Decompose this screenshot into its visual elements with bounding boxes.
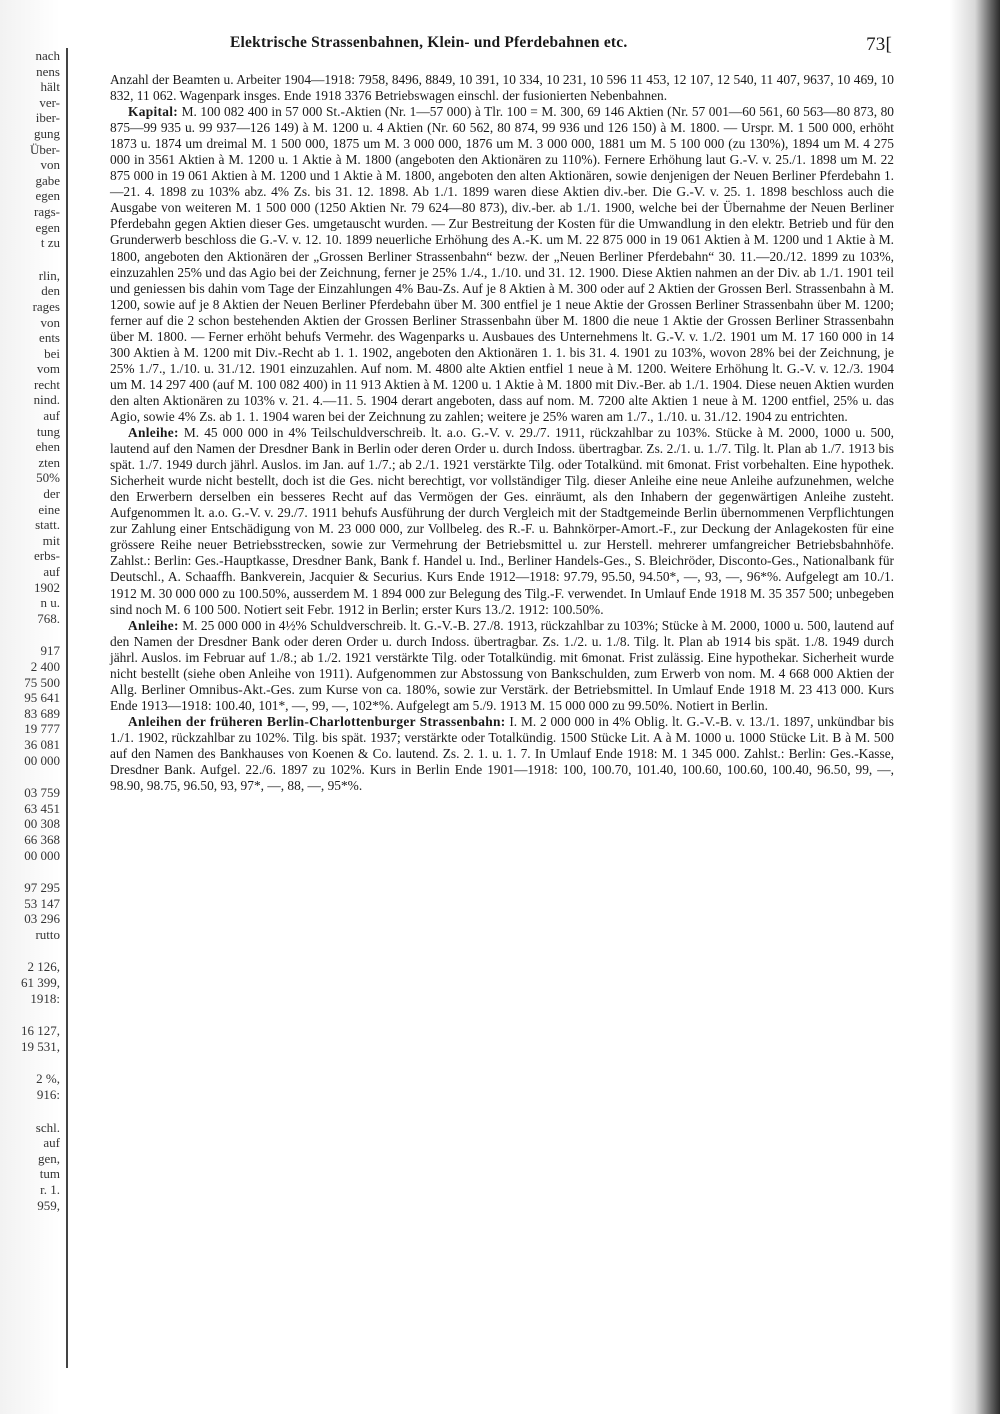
main-text-column [110,72,894,794]
margin-fragment: 63 451 [24,800,60,816]
margin-gap [0,251,64,268]
margin-fragment: ents [39,330,60,346]
margin-fragment: 19 777 [24,721,60,737]
margin-fragment: nens [36,63,60,79]
margin-fragment: zten [38,454,60,470]
section-label: Anleihe: [128,617,179,633]
margin-fragment: 50% [36,470,60,486]
margin-fragment: den [41,283,60,299]
margin-gap [0,863,64,880]
paragraph-anleihe-1913 [110,618,894,714]
page-number: 73[ [866,34,892,55]
margin-fragment: 03 759 [24,785,60,801]
paragraph-text: I. M. 2 000 000 in 4% Oblig. lt. G.-V.-B. v. 13./1. 1897, unkündbar bis 1./1. 1902, rückzahlbar zu 102%. Tilg. bis spät. 1937; verstärkte oder Totalkündig. 1500 Stücke Lit. A à M. 1000 u. 1000 Stücke Lit. B à M. 500 auf den Namen des Bankhauses von Koenen & Co. lautend. Zs. 2. 1. u. 1. 7. In Umlauf Ende 1918: M. 1 345 000. Zahlst.: Berlin: Ges.-Kasse, Dresdner Bank. Aufgel. 22./6. 1897 zu 102%. Kurs in Berlin Ende 1901—1918: 100, 100.70, 101.40, 100.60, 100.60, 100.40, 96.50, 99, —, 98.90, 98.75, 96.50, 93, 97*, —, 88, —, 95*%. [110,713,894,794]
margin-fragment: egen [35,188,60,204]
margin-gap [0,942,64,959]
margin-fragment: auf [43,1135,60,1151]
paragraph-text: Anzahl der Beamten u. Arbeiter 1904—1918: 7958, 8496, 8849, 10 391, 10 334, 10 231, 10 596 11 453, 12 107, 12 540, 11 407, 9637, 10 469, 10 832, 11 062. Wagenpark insges. Ende 1918 3376 Betriebswagen einschl. der fusionierten Nebenbahnen. [110,72,894,104]
margin-fragment: 916: [36,1087,60,1103]
margin-fragment: 959, [37,1197,60,1213]
margin-fragment: 2 126, [27,959,60,975]
paragraph-text: M. 100 082 400 in 57 000 St.-Aktien (Nr. 1—57 000) à Tlr. 100 = M. 300, 69 146 Aktien (Nr. 57 001—60 561, 60 563—80 873, 80 875—99 935 u. 99 937—126 149) à M. 1200 u. 4 Aktien (Nr. 60 562, 80 874, 99 936 und 126 150) à M. 1800. — Urspr. M. 1 500 000, erhöht 1873 u. 1874 um dreimal M. 1 500 000, 1875 um M. 3 000 000, 1876 um M. 3 000 000, 1881 um M. 5 100 000 (zu 130%), 1894 um M. 4 275 000 in 3561 Aktien à M. 1200 u. 1 Aktie à M. 1800 (angeboten den Aktionären zu 110%). Fernere Erhöhung laut G.-V. v. 25./1. 1898 um M. 22 875 000 in 19 061 Aktien à M. 1200 und 1 Aktie à M. 1800, angeboten den alten Aktionären, sowie denjenigen der Neuen Berliner Pferdebahn 1.—21. 4. 1898 zu 103% abz. 4% Zs. bis 31. 12. 1898. Ab 1./1. 1899 waren diese Aktien div.-ber. Die G.-V. v. 25. 1. 1898 beschloss auch die Ausgabe von weiteren M. 1 500 000 (1250 Aktien Nr. 79 624—80 873), div.-ber. ab 1./1. 1900, welche bei der Übernahme der Neuen Berliner Pferdebahn gegen Aktien dieser Ges. umgetauscht wurden. — Zur Bestreitung der Kosten für die Umwandlung in den elektr. Betrieb und für den Grunderwerb beschloss die G.-V. v. 12. 10. 1899 neuerliche Erhöhung des A.-K. um M. 22 875 000 in 19 061 Aktien à M. 1200 und 1 Aktie à M. 1800, angeboten den Aktionären der „Grossen Berliner Strassenbahn“ bezw. der „Neuen Berliner Pferdebahn“ 30. 11.—20./12. 1899 zu 103%, einzuzahlen 25% und das Agio bei der Zeichnung, ferner je 25% 1./4., 1./10. und 31. 12. 1900. Diese Aktien nahmen an der Div. ab 1./1. 1901 teil und geniessen bis dahin vom Tage der Einzahlungen 4% Bau-Zs. Auf je 8 Aktien à M. 300 oder auf 2 Aktien der Grossen Berl. Strassenbahn à M. 1200, sowie auf je 8 Aktien der Neuen Berliner Pferdebahn über M. 300 entfiel je 1 neue Aktie der Grossen Berliner Strassenbahn über M. 1200; ferner auf die 2 schon bestehenden Aktien der Grossen Berliner Strassenbahn über M. 1800 die neue 1 Aktie der Grossen Berliner Strassenbahn über M. 1800. — Ferner erhöht behufs Vermehr. des Wagenparks u. Ausbaues des Unternehmens lt. G.-V. v. 1./2. 1901 um M. 17 160 000 in 14 300 Aktien à M. 1200 mit Div.-Recht ab 1. 1. 1902, angeboten den Aktionären 1. 1. bis 31. 4. 1901 zu 103%, wovon 28% bei der Zeichnung, je 25% 1./7., 1./10. u. 31./12. 1901 einzuzahlen. Auf nom. M. 4800 alte Aktien entfiel 1 neue à M. 1200. Weitere Erhöhung lt. G.-V. v. 12./3. 1904 um M. 14 297 400 (auf M. 100 082 400) in 11 913 Aktien à M. 1200 u. 1 Aktie à M. 1800 mit Div.-Ber. ab 1./1. 1904. Diese neuen Aktien wurden den alten Aktionären zu 103% v. 21. 4.—11. 5. 1904 derart angeboten, dass auf nom. M. 7200 alte Aktien 1 neue à M. 1200 entfiel, 25% u. das Agio, sowie 4% Zs. ab 1. 1. 1904 waren bei der Zeichnung zu zahlen; weitere je 25% waren am 1./7., 1./10. u. 31./12. 1904 zu entrichten. [110,104,895,424]
margin-fragment: tung [36,423,60,439]
margin-fragment: 66 368 [24,831,60,847]
margin-fragment: 53 147 [24,895,60,911]
margin-fragment: rlin, [38,267,60,283]
margin-fragment: eine [38,501,60,517]
margin-fragment: rutto [35,926,60,942]
paragraph-anleihen-charlottenburg [110,714,894,794]
margin-fragment: 2 %, [36,1071,60,1087]
margin-fragment: der [43,486,60,502]
margin-fragment: n u. [40,595,60,611]
margin-gap [0,1103,64,1120]
margin-fragment: 36 081 [24,736,60,752]
section-label: Anleihe: [128,425,179,441]
margin-fragment: ehen [35,439,60,455]
margin-fragment: rages [32,298,60,314]
margin-fragment: nach [35,48,60,63]
margin-fragment: 16 127, [21,1023,60,1039]
margin-fragment: auf [43,408,60,424]
margin-fragment: gabe [35,172,60,188]
margin-fragment: gung [34,125,60,141]
margin-fragment: ver- [39,94,60,110]
margin-fragment: 61 399, [21,975,60,991]
margin-fragment: egen [35,219,60,235]
section-label: Kapital: [128,104,179,120]
margin-fragment: bei [44,345,60,361]
margin-fragment: rags- [34,203,60,219]
margin-fragment: 1918: [30,990,60,1006]
paragraph-anleihe-1911 [110,425,894,618]
margin-fragment: 00 000 [24,752,60,768]
margin-fragment: 75 500 [24,674,60,690]
paragraph-text: M. 45 000 000 in 4% Teilschuldverschreib. lt. a.o. G.-V. v. 29./7. 1911, rückzahlbar zu 103%. Stücke à M. 2000, 1000 u. 500, lautend auf den Namen der Dresdner Bank in Berlin oder deren Order u. durch Indoss. übertragbar. Zs. 2./1. u. 1./7. Tilg. lt. Plan ab 1./7. 1913 bis spät. 1./7. 1949 durch jährl. Auslos. im Jan. auf 1./7.; ab 2./1. 1921 verstärkte Tilg. oder Totalkünd. mit 6monat. Frist vorbehalten. Eine hypothek. Sicherheit wurde nicht bestellt, doch ist die Ges. nicht berechtigt, vor vollständiger Tilg. dieser Anleihe eine neue Anleihe aufzunehmen, welche den Erwerbern derselben ein besseres Recht auf das Vermögen der Ges. einräumt, als den Inhabern der gegenwärtigen Anleihe zusteht. Aufgenommen lt. a.o. G.-V. v. 29./7. 1911 behufs Ausführung der durch Vergleich mit der Stadtgemeinde Berlin übernommenen Verpflichtungen zur Zahlung einer Entschädigung von M. 23 000 000, zur Vollbeleg. des R.-F. u. Bahnkörper-Amort.-F., zur Deckung der Anlagekosten für eine grössere Reihe neuer Betriebsstrecken, sowie zur Vermehrung der Betriebsmittel u. zur Herstell. mehrerer umfangreicher Betriebsbahnhöfe. Zahlst.: Berlin: Ges.-Hauptkasse, Dresdner Bank, Bank f. Handel u. Ind., Berliner Handels-Ges., S. Bleichröder, Disconto-Ges., Nationalbank für Deutschl., A. Schaaffh. Bankverein, Jacquier & Securius. Kurs Ende 1912—1918: 97.79, 95.50, 94.50*, —, 93, —, 96*%. Aufgelegt am 10./1. 1912 M. 30 000 000 zu 100.50%, ausserdem M. 1 894 000 zur Belegung des Tilg.-F. verwendet. In Umlauf Ende 1918 M. 35 357 500; unbegeben sind noch M. 6 100 500. Notiert seit Febr. 1912 in Berlin; erster Kurs 13./2. 1912: 100.50%. [110,425,894,617]
margin-fragment: t zu [40,235,60,251]
margin-fragment: schl. [35,1119,60,1135]
margin-fragment: hält [40,79,60,95]
left-margin-adjacent-page [0,48,64,1368]
margin-fragment: r. 1. [40,1182,60,1197]
page-title: Elektrische Strassenbahnen, Klein- und Pferdebahnen etc. [230,34,628,51]
margin-fragment: iber- [35,110,60,126]
margin-fragment: 2 400 [30,658,60,674]
margin-fragment: Über- [29,141,60,157]
margin-fragment: 00 308 [24,816,60,832]
margin-gap [0,1006,64,1023]
margin-gap [0,626,64,643]
margin-fragment: auf [43,564,60,579]
margin-fragment: 917 [40,643,60,659]
margin-fragment: erbs- [34,548,60,564]
margin-fragment: 19 531, [21,1038,60,1054]
margin-fragment: tum [39,1166,60,1182]
margin-fragment: vom [36,361,60,377]
margin-fragment: 768. [37,610,60,626]
paragraph-kapital [110,104,894,425]
margin-fragment: nind. [33,392,60,408]
column-divider-rule [66,48,68,1368]
margin-fragment: 83 689 [24,705,60,721]
margin-fragment: 00 000 [24,847,60,863]
running-header [110,34,892,55]
margin-fragment: 95 641 [24,690,60,706]
margin-fragment: von [40,314,60,330]
margin-fragment: 97 295 [24,880,60,896]
paragraph-staff-statistics [110,72,894,104]
margin-fragment: recht [34,376,60,392]
margin-fragment: statt. [35,517,60,533]
margin-fragment: 1902 [34,579,60,595]
margin-fragment: von [40,157,60,173]
section-label: Anleihen der früheren Berlin-Charlottenburger Strassenbahn: [128,713,506,729]
margin-gap [0,1054,64,1071]
margin-fragment: 03 296 [24,911,60,927]
margin-fragment: mit [42,532,60,548]
margin-gap [0,768,64,785]
margin-fragment: gen, [37,1150,60,1166]
paragraph-text: M. 25 000 000 in 4½% Schuldverschreib. lt. G.-V.-B. 27./8. 1913, rückzahlbar zu 103%; Stücke à M. 2000, 1000 u. 500, lautend auf den Namen der Dresdner Bank oder deren Order u. durch Indoss. übertragbar. Zs. 1./2. u. 1./8. Tilg. lt. Plan ab 1914 bis spät. 1./8. 1949 durch jährl. Auslos. im Februar auf 1./8.; ab 1./2. 1921 verstärkte Tilg. oder Totalkündig. mit 6monat. Frist zulässig. Eine hypothekar. Sicherheit wurde nicht bestellt (siehe oben Anleihe von 1911). Aufgenommen zur Abstossung von Bankschulden, zum Erwerb von nom. M. 4 668 000 Aktien der Allg. Berliner Omnibus-Akt.-Ges. zum Kurse von ca. 180%, sowie zur Verstärk. der Betriebsmittel. In Umlauf Ende 1918 M. 23 413 000. Kurs Ende 1913—1918: 100.40, 101*, —, 99, —, 102*%. Aufgelegt am 5./9. 1913 M. 15 000 000 zu 99.50%. Notiert in Berlin. [110,617,894,713]
